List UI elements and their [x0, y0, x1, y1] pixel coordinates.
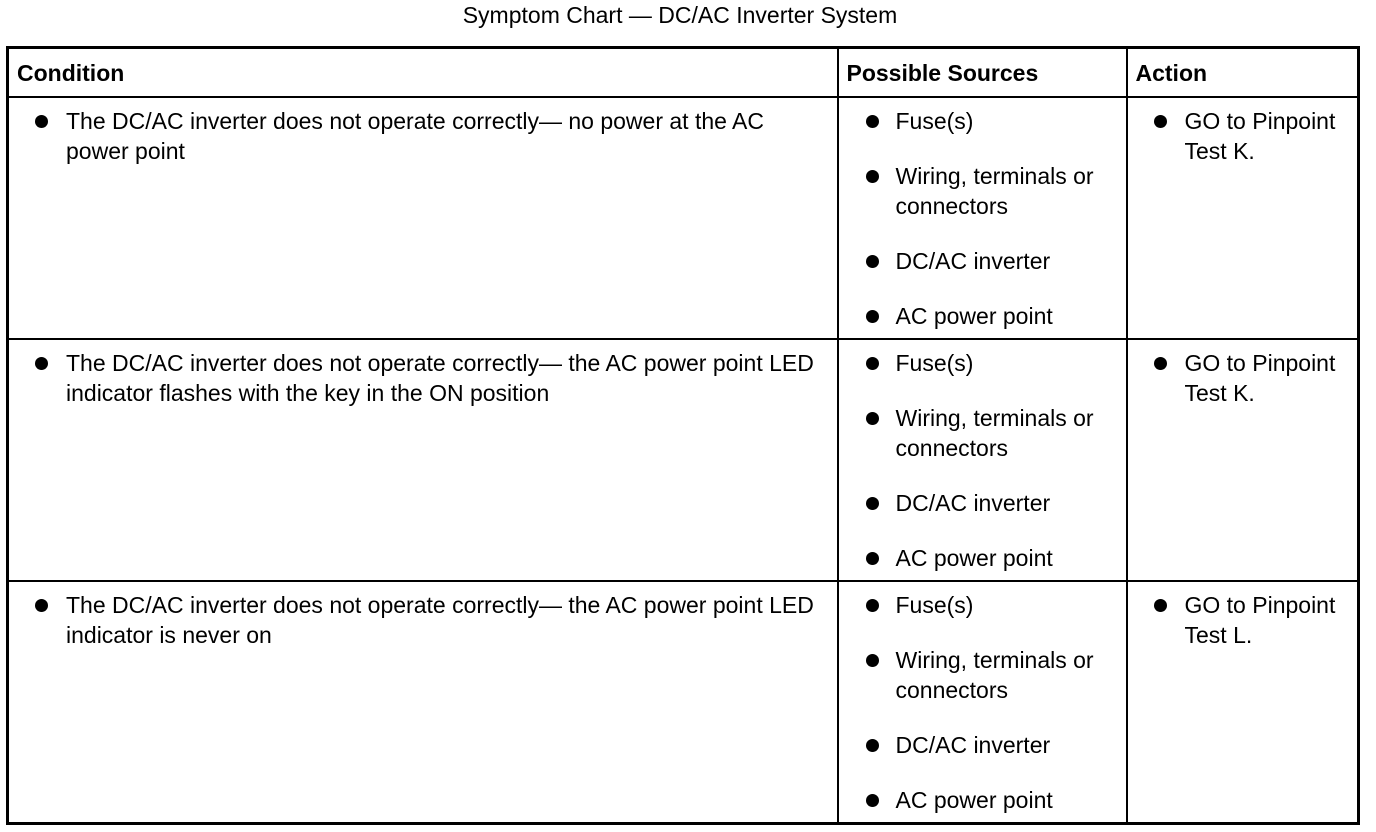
action-text: GO to Pinpoint Test K.: [1184, 350, 1336, 407]
condition-item: [9, 340, 837, 408]
bullet-icon: [35, 599, 48, 612]
condition-text: The DC/AC inverter does not operate correctly— the AC power point LED indicator flashes with the key in the ON position: [66, 350, 814, 407]
action-item: [1128, 98, 1358, 166]
source-item: [839, 98, 1126, 136]
source-item: [839, 645, 1126, 705]
source-item: [839, 543, 1126, 573]
source-item: [839, 340, 1126, 378]
bullet-icon: [1154, 599, 1167, 612]
source-item: [839, 301, 1126, 331]
action-cell: [1127, 339, 1359, 581]
bullet-icon: [866, 412, 879, 425]
header-action: Action: [1127, 48, 1359, 98]
source-text: AC power point: [895, 545, 1053, 572]
condition-item: [9, 98, 837, 166]
condition-cell: [8, 581, 838, 823]
bullet-icon: [866, 357, 879, 370]
bullet-icon: [866, 115, 879, 128]
table-row: [8, 581, 1359, 823]
source-text: DC/AC inverter: [895, 248, 1051, 274]
source-text: DC/AC inverter: [895, 490, 1051, 517]
bullet-icon: [866, 794, 879, 807]
bullet-icon: [35, 115, 48, 128]
bullet-icon: [866, 170, 879, 183]
bullet-icon: [866, 310, 879, 323]
bullet-icon: [866, 255, 879, 268]
bullet-icon: [866, 599, 879, 612]
table-header-row: [8, 48, 1359, 98]
source-text: Wiring, terminals or connectors: [895, 163, 1094, 219]
sources-cell: [838, 581, 1127, 823]
action-cell: [1127, 581, 1359, 823]
source-text: Wiring, terminals or connectors: [895, 405, 1094, 462]
symptom-chart-table: [6, 46, 1360, 825]
source-item: [839, 488, 1126, 518]
source-item: [839, 161, 1126, 221]
table-row: [8, 339, 1359, 581]
bullet-icon: [866, 552, 879, 565]
bullet-icon: [866, 497, 879, 510]
condition-cell: [8, 339, 838, 581]
source-item: [839, 785, 1126, 815]
bullet-icon: [1154, 357, 1167, 370]
condition-text: The DC/AC inverter does not operate correctly— no power at the AC power point: [66, 108, 764, 164]
source-text: AC power point: [895, 303, 1053, 329]
source-text: Fuse(s): [895, 592, 974, 619]
action-text: GO to Pinpoint Test L.: [1184, 592, 1336, 649]
source-text: Wiring, terminals or connectors: [895, 647, 1094, 704]
sources-cell: [838, 97, 1127, 339]
header-possible-sources: Possible Sources: [838, 48, 1127, 98]
action-item: [1128, 582, 1358, 650]
condition-text: The DC/AC inverter does not operate correctly— the AC power point LED indicator is never on: [66, 592, 814, 649]
source-text: Fuse(s): [895, 350, 974, 377]
condition-cell: [8, 97, 838, 339]
condition-item: [9, 582, 837, 650]
source-item: [839, 246, 1126, 276]
bullet-icon: [1154, 115, 1167, 128]
bullet-icon: [866, 654, 879, 667]
bullet-icon: [35, 357, 48, 370]
source-item: [839, 730, 1126, 760]
source-text: DC/AC inverter: [895, 732, 1051, 759]
header-condition: Condition: [8, 48, 838, 98]
action-text: GO to Pinpoint Test K.: [1184, 108, 1336, 164]
bullet-icon: [866, 739, 879, 752]
source-text: Fuse(s): [895, 108, 974, 134]
source-item: [839, 582, 1126, 620]
sources-cell: [838, 339, 1127, 581]
source-text: AC power point: [895, 787, 1053, 814]
table-row: [8, 97, 1359, 339]
action-item: [1128, 340, 1358, 408]
action-cell: [1127, 97, 1359, 339]
page-title: Symptom Chart — DC/AC Inverter System: [462, 2, 898, 28]
source-item: [839, 403, 1126, 463]
